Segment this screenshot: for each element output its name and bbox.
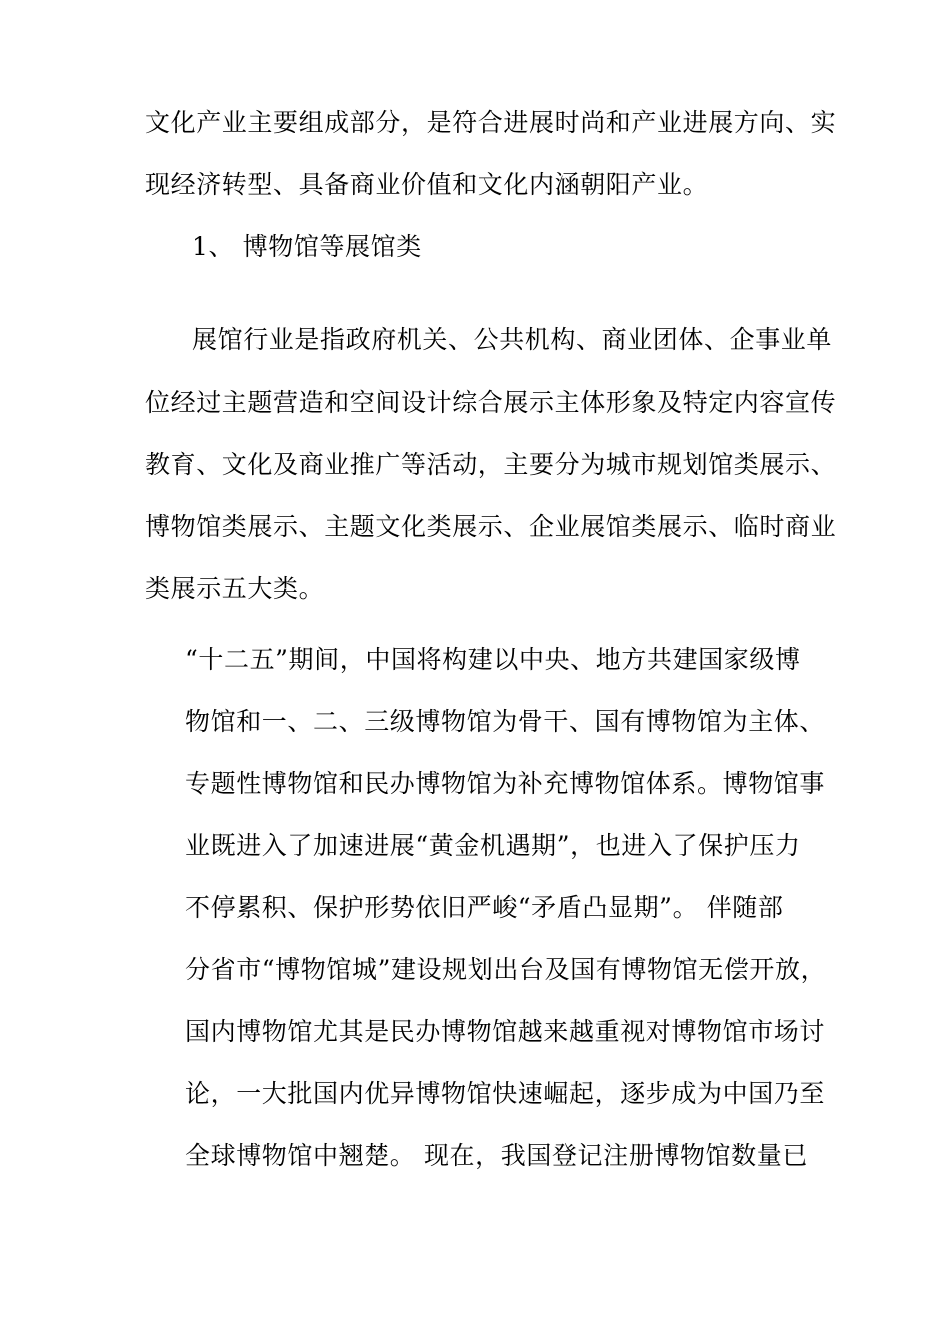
section-heading: 1、 博物馆等展馆类 <box>192 232 422 261</box>
paragraph-2-line-2: 位经过主题营造和空间设计综合展示主体形象及特定内容宣传 <box>145 388 837 417</box>
paragraph-3-line-5: 不停累积、保护形势依旧严峻“矛盾凸显期”。 伴随部 <box>185 893 784 922</box>
paragraph-3-line-9: 全球博物馆中翘楚。 现在，我国登记注册博物馆数量已 <box>185 1141 808 1170</box>
paragraph-3-line-2: 物馆和一、二、三级博物馆为骨干、国有博物馆为主体、 <box>185 707 826 736</box>
paragraph-1-line-2: 现经济转型、具备商业价值和文化内涵朝阳产业。 <box>145 170 709 199</box>
paragraph-2-line-1: 展馆行业是指政府机关、公共机构、商业团体、企事业单 <box>192 325 833 354</box>
paragraph-1-line-1: 文化产业主要组成部分，是符合进展时尚和产业进展方向、实 <box>145 108 837 137</box>
paragraph-3-line-3: 专题性博物馆和民办博物馆为补充博物馆体系。博物馆事 <box>185 769 826 798</box>
paragraph-3-line-7: 国内博物馆尤其是民办博物馆越来越重视对博物馆市场讨 <box>185 1017 826 1046</box>
paragraph-3-line-4: 业既进入了加速进展“黄金机遇期”，也进入了保护压力 <box>185 831 801 860</box>
paragraph-3-line-1: “十二五”期间，中国将构建以中央、地方共建国家级博 <box>185 645 801 674</box>
paragraph-2-line-4: 博物馆类展示、主题文化类展示、企业展馆类展示、临时商业 <box>145 512 837 541</box>
paragraph-2-line-5: 类展示五大类。 <box>145 574 325 603</box>
paragraph-3-line-8: 论，一大批国内优异博物馆快速崛起，逐步成为中国乃至 <box>185 1079 826 1108</box>
paragraph-2-line-3: 教育、文化及商业推广等活动，主要分为城市规划馆类展示、 <box>145 450 837 479</box>
paragraph-3-line-6: 分省市“博物馆城”建设规划出台及国有博物馆无偿开放， <box>185 955 827 984</box>
